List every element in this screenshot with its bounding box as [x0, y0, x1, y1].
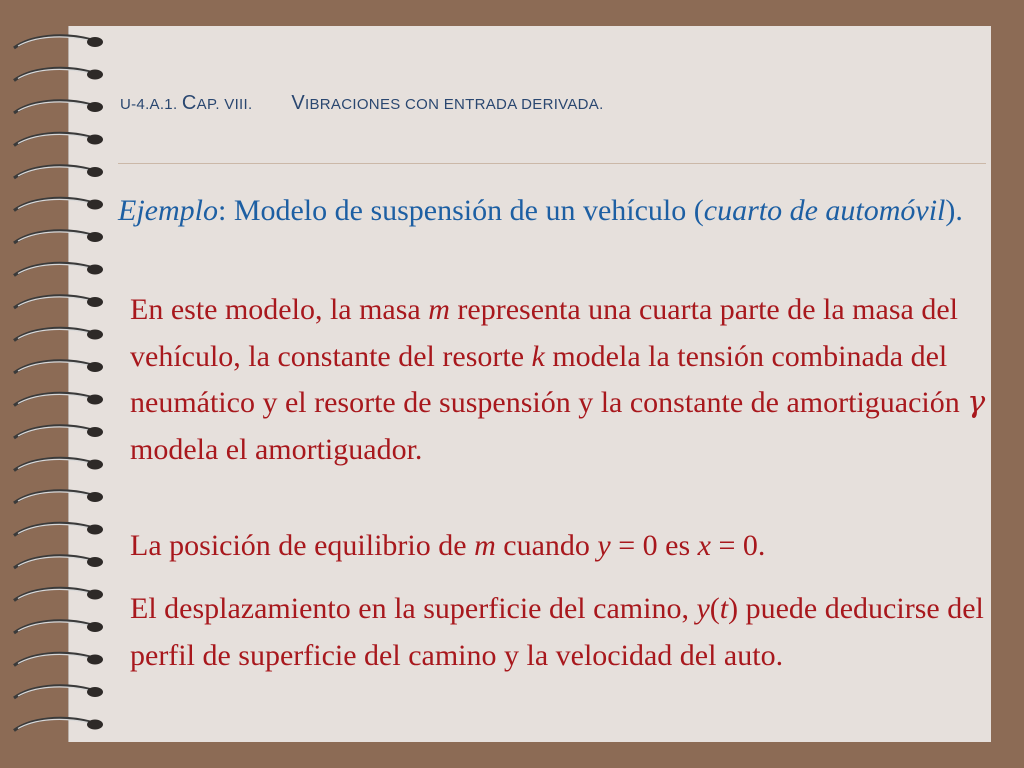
title-text: : Modelo de suspensión de un vehículo (: [217, 194, 704, 227]
spiral-coil-highlight: [18, 329, 88, 338]
spiral-hole: [87, 720, 103, 730]
spiral-hole: [87, 525, 103, 535]
symbol-k: k: [531, 339, 545, 373]
spiral-hole: [87, 297, 103, 307]
p3-text-2: (: [709, 592, 720, 625]
title-close: ).: [945, 194, 963, 227]
header-cap-number: VIII.: [224, 96, 253, 113]
spiral-coil-highlight: [18, 134, 88, 143]
spiral-hole: [87, 37, 103, 47]
header-topic-initial: V: [291, 92, 306, 114]
symbol-gamma: γ: [967, 385, 986, 420]
slide-header: [120, 92, 604, 115]
spiral-hole: [87, 70, 103, 80]
p2-text-2: cuando: [495, 529, 598, 562]
symbol-y: y: [597, 529, 611, 562]
title-italic: cuarto de automóvil: [703, 194, 946, 227]
paragraph-road-displacement: [130, 586, 990, 679]
slide-title: [118, 188, 990, 233]
spiral-hole: [87, 330, 103, 340]
spiral-hole: [87, 687, 103, 697]
p2-text-4: = 0.: [710, 529, 766, 562]
spiral-hole: [87, 622, 103, 632]
symbol-y: y: [696, 592, 710, 625]
spiral-coil-highlight: [18, 232, 88, 241]
spiral-coil-highlight: [18, 199, 88, 208]
spiral-hole: [87, 167, 103, 177]
spiral-hole: [87, 102, 103, 112]
p3-text-3: ) puede deducirse del perfil de superficie del camino y la velocidad del auto.: [130, 592, 984, 672]
p3-text-1: El desplazamiento en la superficie del camino,: [130, 592, 697, 625]
header-topic-rest: IBRACIONES CON ENTRADA DERIVADA.: [305, 96, 604, 113]
spiral-hole: [87, 135, 103, 145]
header-cap-rest: AP.: [196, 96, 220, 113]
p1-text-4: modela el amortiguador.: [130, 432, 423, 466]
spiral-hole: [87, 492, 103, 502]
spiral-binding: [0, 26, 120, 742]
paragraph-equilibrium: [130, 523, 990, 570]
p1-text-1: En este modelo, la masa: [130, 293, 429, 326]
spiral-hole: [87, 362, 103, 372]
spiral-coil-highlight: [18, 654, 88, 663]
spiral-hole: [87, 655, 103, 665]
symbol-m: m: [474, 529, 496, 562]
p2-text-3: = 0 es: [610, 529, 698, 562]
spiral-coil-highlight: [18, 362, 88, 371]
spiral-hole: [87, 232, 103, 242]
spiral-hole: [87, 427, 103, 437]
spiral-hole: [87, 460, 103, 470]
spiral-coil-highlight: [18, 492, 88, 501]
spiral-coil-highlight: [18, 167, 88, 176]
spiral-coil-highlight: [18, 622, 88, 631]
symbol-t: t: [719, 592, 729, 625]
spiral-hole: [87, 557, 103, 567]
spiral-coil-highlight: [18, 687, 88, 696]
spiral-hole: [87, 395, 103, 405]
symbol-x: x: [697, 529, 711, 562]
spiral-coil-highlight: [18, 557, 88, 566]
spiral-hole: [87, 265, 103, 275]
spiral-coil-highlight: [18, 69, 88, 78]
spiral-coil-highlight: [18, 37, 88, 46]
header-cap-initial: C: [181, 92, 197, 114]
spiral-coil-highlight: [18, 427, 88, 436]
spiral-coil-highlight: [18, 589, 88, 598]
title-ejemplo: Ejemplo: [118, 194, 218, 227]
header-divider: [118, 163, 986, 164]
header-code: U-4.A.1.: [120, 96, 178, 113]
spiral-hole: [87, 200, 103, 210]
spiral-coil-highlight: [18, 459, 88, 468]
p2-text-1: La posición de equilibrio de: [130, 529, 475, 562]
spiral-coil-highlight: [18, 297, 88, 306]
spiral-coil-highlight: [18, 719, 88, 728]
symbol-m: m: [428, 293, 450, 326]
spiral-coil-highlight: [18, 264, 88, 273]
p1-text-2: representa una cuarta parte de la masa del vehículo, la constante del resorte: [130, 293, 958, 373]
spiral-coil-highlight: [18, 102, 88, 111]
spiral-coil-highlight: [18, 524, 88, 533]
paragraph-model-description: [130, 287, 990, 473]
p1-text-3: modela la tensión combinada del neumático y el resorte de suspensión y la constante de amortiguación: [130, 339, 968, 419]
spiral-hole: [87, 590, 103, 600]
spiral-coil-highlight: [18, 394, 88, 403]
